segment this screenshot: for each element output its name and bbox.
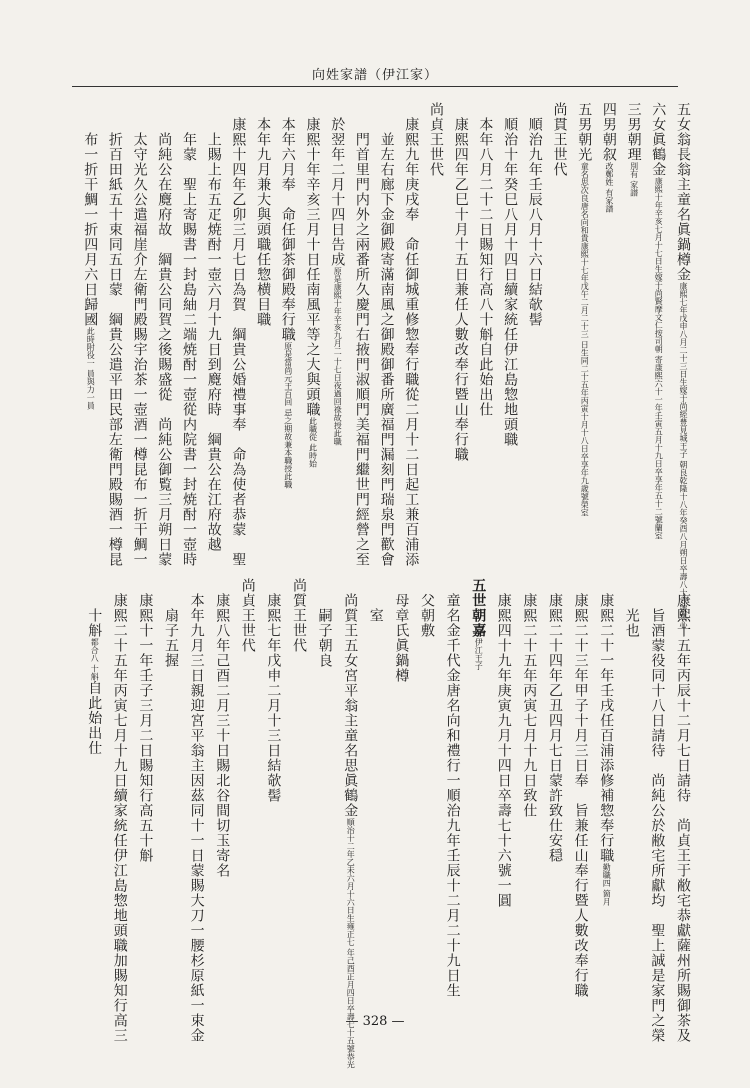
text-column (598, 102, 620, 213)
column-text: 太守光久公遣福崖介左衛門殿賜宇治茶一壺酒一樽昆布一折干鯛一 (131, 102, 148, 567)
column-text: 童名金千代金唐名向和禮行一順治九年壬辰十二月二十九日生 (444, 578, 461, 998)
text-column (672, 578, 694, 1043)
text-column (499, 102, 521, 447)
annotation-note: 伊江王子 (474, 638, 484, 670)
text-column (442, 578, 464, 998)
column-text: 康熙十四年乙卯三月七日為賀 綱貴公婚禮事奉 命為使者恭蒙 聖 (230, 102, 247, 567)
column-text: 五男朝光 (576, 102, 593, 162)
column-text: 本年九月兼大與頭職任惣横目職 (255, 102, 272, 327)
text-column (376, 102, 398, 567)
column-text: 康熙二十一年壬戌任百浦添修補惣奉行職 (598, 578, 615, 863)
text-column (186, 578, 208, 1043)
column-text: 康熙二十四年乙丑四月七日蒙許致仕安穏 (547, 578, 563, 863)
column-text: 康熙十五年丙辰十二月七日請待 尚貞王于敝宅恭獻薩州所賜御茶及 (675, 578, 691, 1043)
text-column (351, 102, 373, 567)
text-column (288, 578, 310, 653)
column-text: 康熙二十三年甲子十月三日奉 旨兼任山奉行暨人數改奉行職 (572, 578, 589, 998)
text-column (416, 578, 438, 638)
column-text: 父朝敷 (419, 578, 435, 638)
column-text: 十斛 (86, 578, 103, 638)
column-text: 尚貞王世代 (428, 102, 444, 177)
column-text: 尚貫王世代 (551, 102, 568, 177)
text-column (160, 578, 182, 668)
page-header: 向姓家譜（伊江家） (311, 68, 438, 83)
text-column (544, 578, 566, 863)
column-text: 三男朝理 (625, 102, 642, 162)
annotation-note: 康熙十年辛亥七月十七日生嫁于尚賢摩文仁按司朝 寄康熙六十一年壬寅五月十九日卒享年五十二號蘭室 (654, 177, 664, 540)
column-text: 四男朝叙 (600, 102, 617, 162)
column-text: 並左右廊下金御殿寄滿南風之御殿御番所廣福門漏刻門瑞泉門歡會 (378, 102, 395, 567)
column-text: 本年九月三日親迎宮平翁主因茲同十一日蒙賜大刀一腰杉原紙一束金 (188, 578, 205, 1043)
annotation-note: 別有 家譜 (629, 162, 639, 197)
annotation-note: 原是當尚元王百回 忌之期故兼本職授此職 (283, 342, 293, 489)
column-text: 光也 (623, 578, 640, 638)
text-column (326, 102, 348, 446)
column-text: 嗣子朝良 (316, 578, 333, 668)
header-rule (72, 86, 678, 87)
annotation-note: 童名思次良唐名向和貴康熙十七年戊午二月二十三 日生同二十五年丙寅十月十八日卒享年九歳號榮室 (580, 162, 590, 517)
annotation-note: 原是康熙十年辛亥九月二 十七日夜過回祿故授此職 (333, 267, 343, 446)
text-column (178, 102, 200, 567)
column-text: 順治十年癸巳八月十四日續家統任伊江島惣地頭職 (502, 102, 519, 447)
text-column (646, 578, 668, 1043)
text-column (339, 578, 361, 1069)
text-column (493, 578, 515, 908)
column-text: 六女眞鶴金 (650, 102, 667, 177)
column-tail: 自此始出仕 (86, 680, 103, 756)
column-text: 尚質王五女宮平翁主童名思眞鶴金 (342, 578, 359, 818)
text-column (570, 578, 592, 998)
column-text: 年蒙 聖上寄賜書一封島紬二端焼酎一壺從内院書一封焼酎一壺時 (181, 102, 197, 567)
column-text: 本年六月奉 命任御茶御殿奉行職 (279, 102, 296, 342)
text-column (104, 102, 126, 567)
text-column (623, 102, 645, 197)
column-text: 扇子五握 (163, 578, 179, 668)
text-column (302, 102, 324, 468)
column-text: 康熙八年己酉二月三十日賜北谷間切玉寄名 (214, 578, 231, 878)
column-text: 康熙二十五年丙寅七月十九日續家統任伊江島惣地頭職加賜知行高三 (111, 578, 128, 1043)
column-text: 本年八月二十二日賜知行高八十斛自此始出仕 (477, 102, 494, 417)
column-text: 康熙九年庚戌奉 命任御城重修惣奉行職從二月十二日起工兼百浦添 (403, 102, 420, 567)
annotation-note: 此職從 此時始 (308, 417, 318, 468)
text-column (549, 102, 571, 177)
annotation-note: 此時附役一 員與力一員 (86, 327, 96, 410)
page-number: — 328 — (345, 1014, 405, 1029)
text-column (672, 102, 694, 629)
text-column (252, 102, 274, 327)
text-column (621, 578, 643, 638)
text-column (237, 578, 259, 653)
column-text: 門首里門内外之兩番所久慶門右掖門淑順門美福門繼世門經營之至 (353, 102, 370, 567)
column-text: 折百田紙五十束同五日蒙 綱貴公遣平田民部左衛門殿賜酒一樽昆 (106, 102, 123, 567)
column-text: 康熙四年乙巳十月十五日兼任人數改奉行暨山奉行職 (452, 102, 469, 462)
text-column (390, 578, 412, 683)
column-text: 五女翁長翁主童名眞鍋樽金 (675, 102, 691, 282)
text-column (314, 578, 336, 668)
text-column (450, 102, 472, 462)
column-text: 室 (367, 578, 384, 623)
text-column (83, 578, 105, 756)
text-column (129, 102, 151, 567)
annotation-note: 勤職四 箇月 (602, 863, 612, 906)
column-text: 康熙十年辛亥三月十日任南風平等之大與頭職 (304, 102, 321, 417)
column-text: 五世朝嘉 (470, 578, 487, 638)
column-text: 於翌年二月十四日告成 (329, 102, 346, 267)
text-column (647, 102, 669, 540)
text-column (277, 102, 299, 489)
column-text: 上賜上布五疋焼酎一壺六月十九日到麑府時 綱貴公在江府故越 (205, 102, 222, 552)
column-text: 康熙四十九年庚寅九月十四日卒壽七十六號一圓 (495, 578, 512, 908)
text-column (573, 102, 595, 517)
column-text: 康熙十一年壬子三月二日賜知行高五十斛 (137, 578, 154, 863)
column-text: 尚純公在麑府故 綱貴公同賀之後賜盛從 尚純公御覧三月朔日蒙 (156, 102, 173, 567)
column-text: 尚貞王世代 (239, 578, 256, 653)
text-column (425, 102, 447, 177)
annotation-note: 改鄭姓 有家譜 (604, 162, 614, 213)
column-text: 康熙二十五年丙寅七月十九日致仕 (521, 578, 538, 818)
text-column (227, 102, 249, 567)
column-text: 順治九年壬辰八月十六日結欹髻 (526, 102, 543, 327)
text-column (474, 102, 496, 417)
text-column (153, 102, 175, 567)
annotation-note: 順治十二年乙未六月十六日生雍正七 年己酉正月四日卒壽七十五號恭光 (346, 818, 356, 1069)
column-text: 旨酒蒙役同十八日請待 尚純公於敝宅所獻均 聖上誠是家門之榮 (649, 578, 666, 1043)
text-column (203, 102, 225, 552)
text-column (262, 578, 284, 803)
column-text: 布一折干鯛一折四月六日歸國 (82, 102, 99, 327)
annotation-note: 康熙七年戊申八月二十三日生嫁于尚經豊見城王子 朝良乾隆十八年癸酉八月朔日卒壽八十六號慈心 (679, 282, 688, 629)
column-text: 母章氏眞鍋樽 (393, 578, 410, 683)
column-text: 康熙七年戊申二月十三日結欹髻 (265, 578, 282, 803)
text-column (211, 578, 233, 878)
text-column (400, 102, 422, 567)
text-column (134, 578, 156, 863)
annotation-note: 都合八 十斛 (90, 638, 100, 681)
column-text: 尚質王世代 (291, 578, 307, 653)
text-column (365, 578, 387, 623)
text-column (518, 578, 540, 818)
text-column (79, 102, 101, 410)
text-column (524, 102, 546, 327)
text-column (595, 578, 617, 906)
text-column (467, 578, 489, 670)
text-column (109, 578, 131, 1043)
